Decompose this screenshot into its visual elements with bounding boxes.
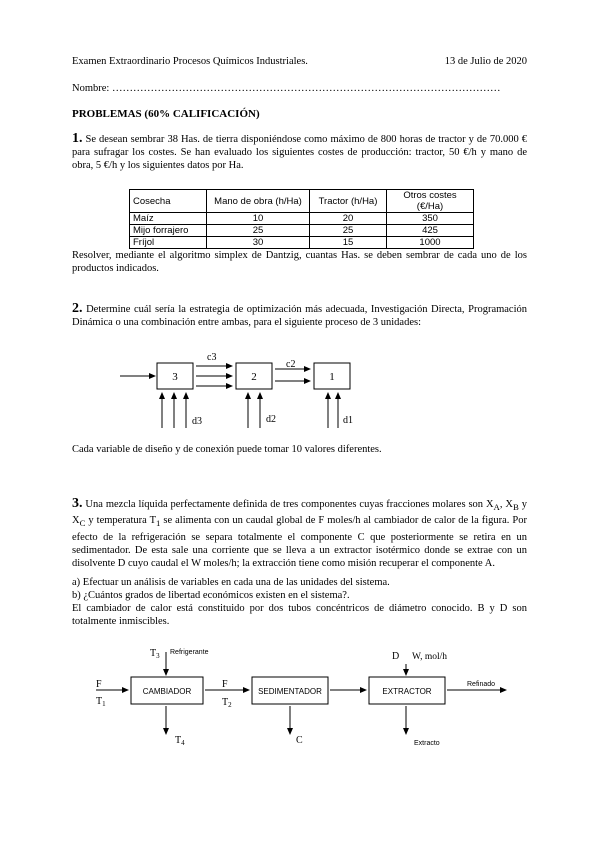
problem-3-question-b: b) ¿Cuántos grados de libertad económicos existen en el sistema?. [72,590,350,601]
problem-3-statement [72,497,527,570]
unit-3-label: 3 [172,371,178,383]
refinado-label: Refinado [467,681,496,688]
table-header-cell: Otros costes (€/Ha) [387,190,474,213]
extractor-label: EXTRACTOR [382,687,432,696]
exam-title: Examen Extraordinario Procesos Químicos Industriales. [72,56,308,67]
table-header-cell: Cosecha [130,190,207,213]
connection-c2-label: c2 [286,359,296,370]
connection-c3-label: c3 [207,352,217,363]
problem-2-number: 2. [72,301,83,316]
decision-d2-label: d2 [266,414,276,425]
name-field: Nombre: ………………………………………………………………………………………………… [72,83,501,94]
table-cell: 1000 [387,237,474,249]
t4-label: $T_4$ [175,735,185,747]
problem-3-text: Una mezcla líquida perfectamente definida de tres componentes cuyas fracciones molares son $X_A$, $X_B$ y $X_C$ y temperatura $T_1$ se alimenta con un caudal global de F moles/h al cambiador de calor de la figura. Por efecto de la refrigeración se separa totalmente el componente C que posteriormente se retira en un sedimentador. De esta sale una corriente que se lleva a un extractor isotérmico donde se extrae con un disolvente D cuyo caudal el W moles/h; la extracción tiene como misión recuperar el componente A. [72,499,528,569]
table-cell: 25 [207,225,310,237]
problem-2-text: Determine cuál sería la estrategia de optimización más adecuada, Investigación Directa, Programación Dinámica o una combinación entre ambas, para el siguiente proceso de 3 unidades: [72,304,528,329]
table-cell: Maíz [130,213,207,225]
table-cell: 425 [387,225,474,237]
decision-d3-label: d3 [192,416,202,427]
solvent-flow-label: W, mol/h [412,652,448,662]
t2-label: $T_2$ [222,697,232,709]
refrigerant-label: Refrigerante [170,649,209,656]
table-cell: 20 [310,213,387,225]
cambiador-label: CAMBIADOR [142,687,192,696]
table-cell: Mijo forrajero [130,225,207,237]
problem-2-note: Cada variable de diseño y de conexión puede tomar 10 valores diferentes. [72,444,382,455]
decision-d1-label: d1 [343,415,353,426]
table-cell: 30 [207,237,310,249]
feed-f-label: F [96,679,102,690]
problem-1-number: 1. [72,131,83,146]
table-header-cell: Mano de obra (h/Ha) [207,190,310,213]
table-header-cell: Tractor (h/Ha) [310,190,387,213]
process-diagram-3-units [120,363,350,428]
c-output-label: C [296,735,303,746]
problem-3-question-a: a) Efectuar un análisis de variables en cada una de las unidades del sistema. [72,577,390,588]
table-cell: 350 [387,213,474,225]
extracto-label: Extracto [414,740,440,747]
exam-date: 13 de Julio de 2020 [444,56,527,67]
problem-3-number: 3. [72,496,83,511]
table-cell: Fríjol [130,237,207,249]
table-cell: 15 [310,237,387,249]
unit-1-label: 1 [329,371,335,383]
sedimentador-label: SEDIMENTADOR [258,687,322,696]
table-cell: 25 [310,225,387,237]
unit-2-label: 2 [251,371,257,383]
t3-label: $T_3$ [150,648,160,660]
table-cell: 10 [207,213,310,225]
section-title: PROBLEMAS (60% CALIFICACIÓN) [72,108,260,120]
problem-1-question: Resolver, mediante el algoritmo simplex de Dantzig, cuantas Has. se deben sembrar de cada uno de los productos indicados. [72,250,527,275]
flow-f-label: F [222,679,228,690]
problem-3-note: El cambiador de calor está constituido por dos tubos concéntricos de diámetro conocido. B y D son totalmente inmiscibles. [72,603,527,628]
problem-1-text: Se desean sembrar 38 Has. de tierra disponiéndose como máximo de 800 horas de tractor y de 70.000 € para sufragar los costes. Se han evaluado los siguientes costes de producción: tractor, 50 €/h y mano de obra, 5 €/h y los siguientes datos por Ha. [72,134,527,172]
solvent-d-label: D [392,651,400,662]
t1-label: $T_1$ [96,696,106,708]
